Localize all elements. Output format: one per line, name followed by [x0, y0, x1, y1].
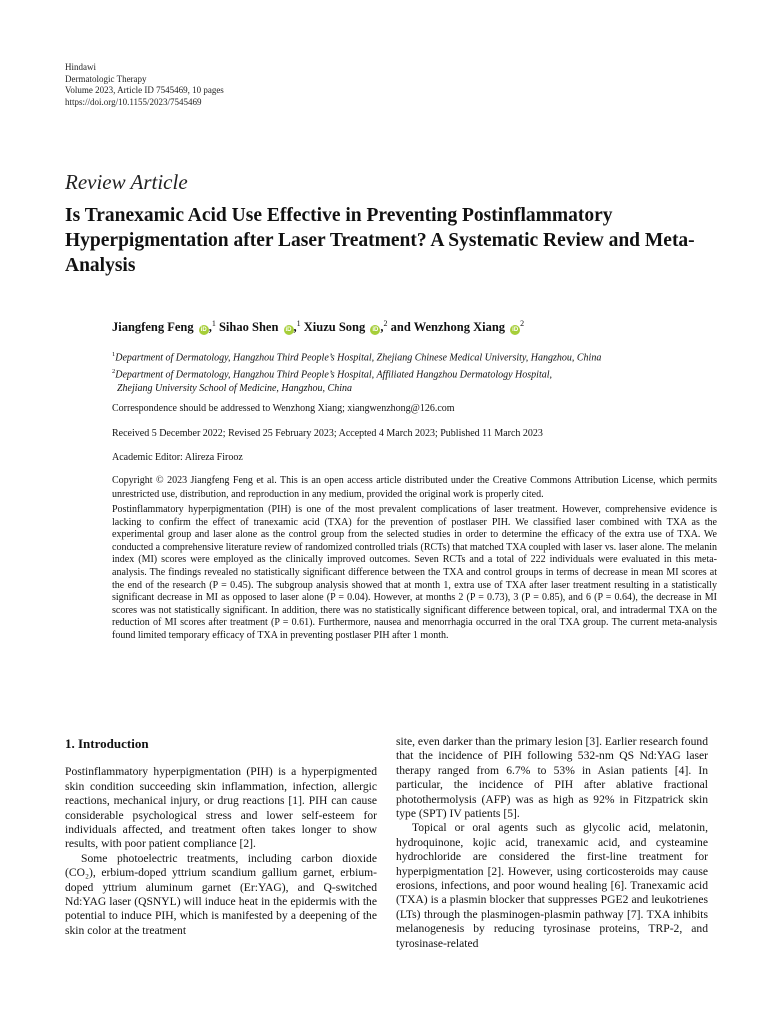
journal-header [65, 62, 224, 108]
author-affiliation-number: 2 [520, 319, 525, 328]
paragraph: Some photoelectric treatments, including carbon dioxide (CO₂), erbium-doped yttrium scandium gallium garnet, erbium-doped yttrium aluminum garnet (Er:YAG), and Q-switched Nd:YAG laser (QSNYL) will induce heat in the epidermis with the potential to induce PIH, which is manifested by a deepening of the skin color at the treatment [65, 851, 377, 937]
affiliation-item: $^2$Department of Dermatology, Hangzhou Third People’s Hospital, Affiliated Hangzhou Dermatology Hospital, [112, 367, 552, 381]
paragraph: Topical or oral agents such as glycolic acid, melatonin, hydroquinone, kojic acid, tranexamic acid, and cysteamine hydrochloride are considered the first-line treatment for hyperpigmentation [2]. However, using corticosteroids may cause erosions, infections, and poor wound healing [6]. Tranexamic acid (TXA) is a plasmin blocker that suppresses PGE2 and leukotrienes (LTs) through the plasminogen-plasmin pathway [7]. TXA inhibits melanogenesis by reducing tyrosinase proteins, TRP-2, and tyrosinase-related [396, 821, 708, 950]
article-type: Review Article [65, 170, 188, 194]
journal-name: Dermatologic Therapy [65, 73, 147, 84]
paragraph: Postinflammatory hyperpigmentation (PIH) is a hyperpigmented skin condition succeeding skin inflammation, infection, allergic reactions, mechanical injury, or drug reactions [1]. PIH can cause considerable psychological stress and lower self-esteem for individuals affected, and treatment often takes longer to show results, with poor patient compliance [2]. [65, 765, 377, 851]
publication-dates: Received 5 December 2022; Revised 25 February 2023; Accepted 4 March 2023; Published 11 March 2023 [112, 428, 543, 439]
author-name[interactable]: Wenzhong Xiang [413, 320, 506, 335]
author-affiliation-number: 2 [383, 319, 388, 328]
volume-line: Volume 2023, Article ID 7545469, 10 pages [65, 85, 224, 95]
publisher-name: Hindawi [65, 62, 96, 72]
copyright-notice: Copyright © 2023 Jiangfeng Feng et al. This is an open access article distributed under the Creative Commons Attribution License, which permits unrestricted use, distribution, and reproduction in any medium, provided the original work is properly cited. [112, 475, 717, 500]
author-affiliation-number: 1 [211, 319, 216, 328]
body-column-right [396, 735, 708, 951]
article-title: Is Tranexamic Acid Use Effective in Preventing Postinflammatory Hyperpigmentation after Laser Treatment? A Systematic Review and Meta-Analysis [65, 205, 695, 276]
author-name[interactable]: Xiuzu Song [303, 320, 366, 335]
orcid-icon[interactable]: iD [200, 327, 207, 334]
author-list: Jiangfeng Feng iD ,$^1$ Sihao Shen iD ,$^1$ Xiuzu Song iD ,$^2$ and Wenzhong Xiang $iD^2$ [112, 319, 525, 335]
orcid-icon[interactable]: iD [372, 327, 379, 334]
body-column-left [65, 735, 377, 938]
affiliation-continuation: Zhejiang University School of Medicine, Hangzhou, China [117, 382, 352, 394]
doi-link[interactable]: https://doi.org/10.1155/2023/7545469 [65, 96, 202, 107]
correspondence: Correspondence should be addressed to Wenzhong Xiang; xiangwenzhong@126.com [112, 403, 455, 414]
author-name[interactable]: Sihao Shen [218, 320, 279, 335]
academic-editor: Academic Editor: Alireza Firooz [112, 452, 243, 463]
author-name[interactable]: Jiangfeng Feng [112, 320, 194, 335]
author-affiliation-number: 1 [296, 319, 301, 328]
affiliations [112, 348, 712, 395]
orcid-icon[interactable]: iD [285, 327, 292, 334]
paragraph: site, even darker than the primary lesion [3]. Earlier research found that the incidence of PIH following 532-nm QS Nd:YAG laser therapy ranged from 6.7% to 53% in Asian patients [4]. In particular, the incidence of PIH after ablative fractional photothermolysis (AFP) was as high as 92% in Fitzpatrick skin type (SPT) IV patients [5]. [396, 735, 708, 821]
orcid-icon[interactable]: iD [512, 327, 519, 334]
affiliation-item: $^1$Department of Dermatology, Hangzhou Third People’s Hospital, Zhejiang Chinese Medical University, Hangzhou, China [112, 351, 602, 364]
abstract: Postinflammatory hyperpigmentation (PIH) is one of the most prevalent complications of laser treatment. However, comprehensive evidence is lacking to confirm the effect of tranexamic acid (TXA) for the prevention of postlaser PIH. We classified laser combined with TXA as the experimental group and laser alone as the control group from the selected studies in order to determine the efficacy of the extra use of TXA. We conducted a comprehensive literature review of randomized controlled trials (RCTs) that matched TXA coupled with laser vs. laser alone. The melanin index (MI) scores were employed as the clinically improved outcomes. Seven RCTs and a total of 222 individuals were evaluated in this meta-analysis. The findings revealed no statistically significant difference between the TXA and control groups in terms of decrease in mean MI scores at the end of the research (P = 0.45). The subgroup analysis showed that at month 1, extra use of TXA after laser treatment resulting in a statistically significant decrease in MI as opposed to laser alone (P = 0.04). However, at months 2 (P = 0.73), 3 (P = 0.85), and 6 (P = 0.64), the decrease in MI scores was not statistically significant. In addition, there was no statistically significant difference between topical, oral, and intradermal TXA on the reduction of MI scores after treatment (P = 0.61). Furthermore, nausea and menorrhagia occurred in the oral TXA group. The current meta-analysis found limited temporary efficacy of TXA in preventing postlaser PIH after 1 month. [112, 504, 717, 641]
section-heading: 1. Introduction [65, 736, 149, 751]
